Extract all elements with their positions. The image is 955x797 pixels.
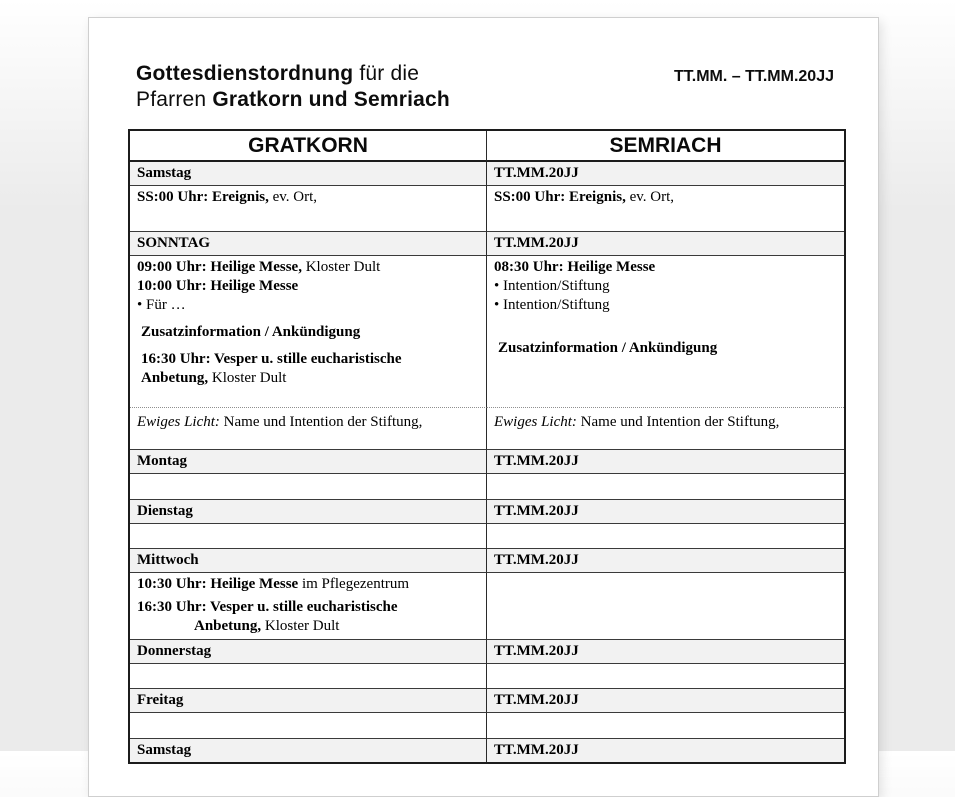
text-line xyxy=(494,452,837,471)
text-line xyxy=(137,188,479,207)
text-line xyxy=(137,452,479,471)
cell-gratkorn xyxy=(130,640,487,664)
title-rest-part: für die xyxy=(353,62,420,85)
cell-semriach xyxy=(487,256,844,408)
text-line xyxy=(141,350,479,369)
cell-semriach xyxy=(487,573,844,640)
cell-gratkorn xyxy=(130,162,487,186)
text-span: TT.MM.20JJ xyxy=(494,453,579,469)
text-span: Name und Intention der Stiftung, xyxy=(219,414,423,430)
text-span: Montag xyxy=(137,453,187,469)
cell-semriach xyxy=(487,450,844,474)
title-line2-prefix: Pfarren xyxy=(136,88,213,111)
text-span: Dienstag xyxy=(137,503,193,519)
table-row xyxy=(130,524,844,549)
text-span: im Pflegezentrum xyxy=(298,576,410,592)
cell-semriach xyxy=(487,162,844,186)
cell-gratkorn xyxy=(130,500,487,524)
text-line xyxy=(494,164,837,183)
text-span: 16:30 Uhr: Vesper u. stille eucharistische xyxy=(137,599,398,615)
text-line xyxy=(137,164,479,183)
text-line xyxy=(498,339,837,358)
text-span: TT.MM.20JJ xyxy=(494,742,579,758)
text-span: • Intention/Stiftung xyxy=(494,278,610,294)
table-row xyxy=(130,162,844,186)
text-line xyxy=(494,551,837,570)
cell-gratkorn xyxy=(130,524,487,549)
text-span: Samstag xyxy=(137,742,192,758)
cell-gratkorn xyxy=(130,256,487,408)
text-span: TT.MM.20JJ xyxy=(494,503,579,519)
text-line xyxy=(494,691,837,710)
text-span: TT.MM.20JJ xyxy=(494,643,579,659)
cell-semriach xyxy=(487,664,844,689)
text-span: 08:30 Uhr: Heilige Messe xyxy=(494,259,656,275)
cell-gratkorn xyxy=(130,549,487,573)
cell-semriach xyxy=(487,549,844,573)
text-span: SONNTAG xyxy=(137,235,211,251)
text-line xyxy=(194,617,479,636)
text-span: 09:00 Uhr: Heilige Messe, xyxy=(137,259,302,275)
cell-semriach xyxy=(487,186,844,232)
table-row xyxy=(130,664,844,689)
cell-gratkorn xyxy=(130,474,487,500)
text-line xyxy=(141,369,479,388)
text-span: 10:30 Uhr: Heilige Messe xyxy=(137,576,299,592)
cell-semriach xyxy=(487,232,844,256)
cell-semriach xyxy=(487,713,844,739)
text-line xyxy=(137,598,479,617)
text-span: Ewiges Licht: xyxy=(494,414,577,430)
text-span: ev. Ort, xyxy=(625,189,675,205)
title-line2-bold: Gratkorn und Semriach xyxy=(212,88,450,111)
text-span: Name und Intention der Stiftung, xyxy=(576,414,780,430)
table-row xyxy=(130,573,844,640)
text-span: 10:00 Uhr: Heilige Messe xyxy=(137,278,299,294)
text-line xyxy=(137,277,479,296)
text-line xyxy=(494,234,837,253)
table-row xyxy=(130,256,844,408)
table-row xyxy=(130,408,844,450)
cell-gratkorn xyxy=(130,713,487,739)
text-line xyxy=(137,691,479,710)
text-span: Freitag xyxy=(137,692,184,708)
text-line xyxy=(137,642,479,661)
cell-semriach xyxy=(487,524,844,549)
table-row xyxy=(130,474,844,500)
text-line xyxy=(494,188,837,207)
cell-gratkorn xyxy=(130,186,487,232)
text-span: 16:30 Uhr: Vesper u. stille eucharistische xyxy=(141,351,402,367)
cell-semriach xyxy=(487,689,844,713)
text-span: Kloster Dult xyxy=(301,259,381,275)
text-span: SS:00 Uhr: Ereignis, xyxy=(137,189,269,205)
text-span: Kloster Dult xyxy=(261,618,340,634)
text-line xyxy=(494,642,837,661)
text-span: Samstag xyxy=(137,165,192,181)
text-line xyxy=(137,296,479,315)
table-row xyxy=(130,640,844,664)
cell-gratkorn xyxy=(130,689,487,713)
table-row xyxy=(130,689,844,713)
text-span: • Intention/Stiftung xyxy=(494,297,610,313)
table-row xyxy=(130,186,844,232)
text-line xyxy=(137,413,479,432)
cell-gratkorn xyxy=(130,664,487,689)
table-row xyxy=(130,450,844,474)
text-line xyxy=(494,413,837,432)
text-line xyxy=(137,575,479,594)
table-header-row xyxy=(130,131,844,162)
text-line xyxy=(137,234,479,253)
cell-gratkorn xyxy=(130,573,487,640)
cell-gratkorn xyxy=(130,232,487,256)
text-line xyxy=(137,502,479,521)
cell-semriach xyxy=(487,500,844,524)
text-span: Ewiges Licht: xyxy=(137,414,220,430)
title-app-part: Gottesdienstordnung xyxy=(136,62,354,85)
table-row xyxy=(130,549,844,573)
cell-semriach xyxy=(487,474,844,500)
text-line xyxy=(494,502,837,521)
column-header-semriach: SEMRIACH xyxy=(487,131,844,162)
text-line xyxy=(141,323,479,342)
date-range: TT.MM. – TT.MM.20JJ xyxy=(673,68,834,85)
text-line xyxy=(137,551,479,570)
text-span: ev. Ort, xyxy=(268,189,318,205)
cell-gratkorn xyxy=(130,408,487,450)
text-span: Anbetung, xyxy=(141,370,209,386)
table-row xyxy=(130,232,844,256)
text-span: Donnerstag xyxy=(137,643,212,659)
text-span: Mittwoch xyxy=(137,552,199,568)
page-title xyxy=(136,61,450,113)
text-span: TT.MM.20JJ xyxy=(494,692,579,708)
text-line xyxy=(494,258,837,277)
text-span: TT.MM.20JJ xyxy=(494,235,579,251)
text-span: • Für … xyxy=(137,297,186,313)
cell-gratkorn xyxy=(130,450,487,474)
text-span: SS:00 Uhr: Ereignis, xyxy=(494,189,626,205)
text-span: Kloster Dult xyxy=(208,370,287,386)
document-page xyxy=(88,17,879,797)
cell-semriach xyxy=(487,640,844,664)
schedule-table xyxy=(128,129,846,764)
text-span: Anbetung, xyxy=(194,618,262,634)
text-span: Zusatzinformation / Ankündigung xyxy=(498,340,718,356)
text-line xyxy=(494,296,837,315)
text-span: TT.MM.20JJ xyxy=(494,165,579,181)
text-span: TT.MM.20JJ xyxy=(494,552,579,568)
table-row xyxy=(130,713,844,739)
text-line xyxy=(137,258,479,277)
column-header-gratkorn: GRATKORN xyxy=(130,131,487,162)
text-line xyxy=(494,277,837,296)
text-span: Zusatzinformation / Ankündigung xyxy=(141,324,361,340)
schedule-body xyxy=(130,162,844,762)
cell-semriach xyxy=(487,408,844,450)
table-row xyxy=(130,500,844,524)
